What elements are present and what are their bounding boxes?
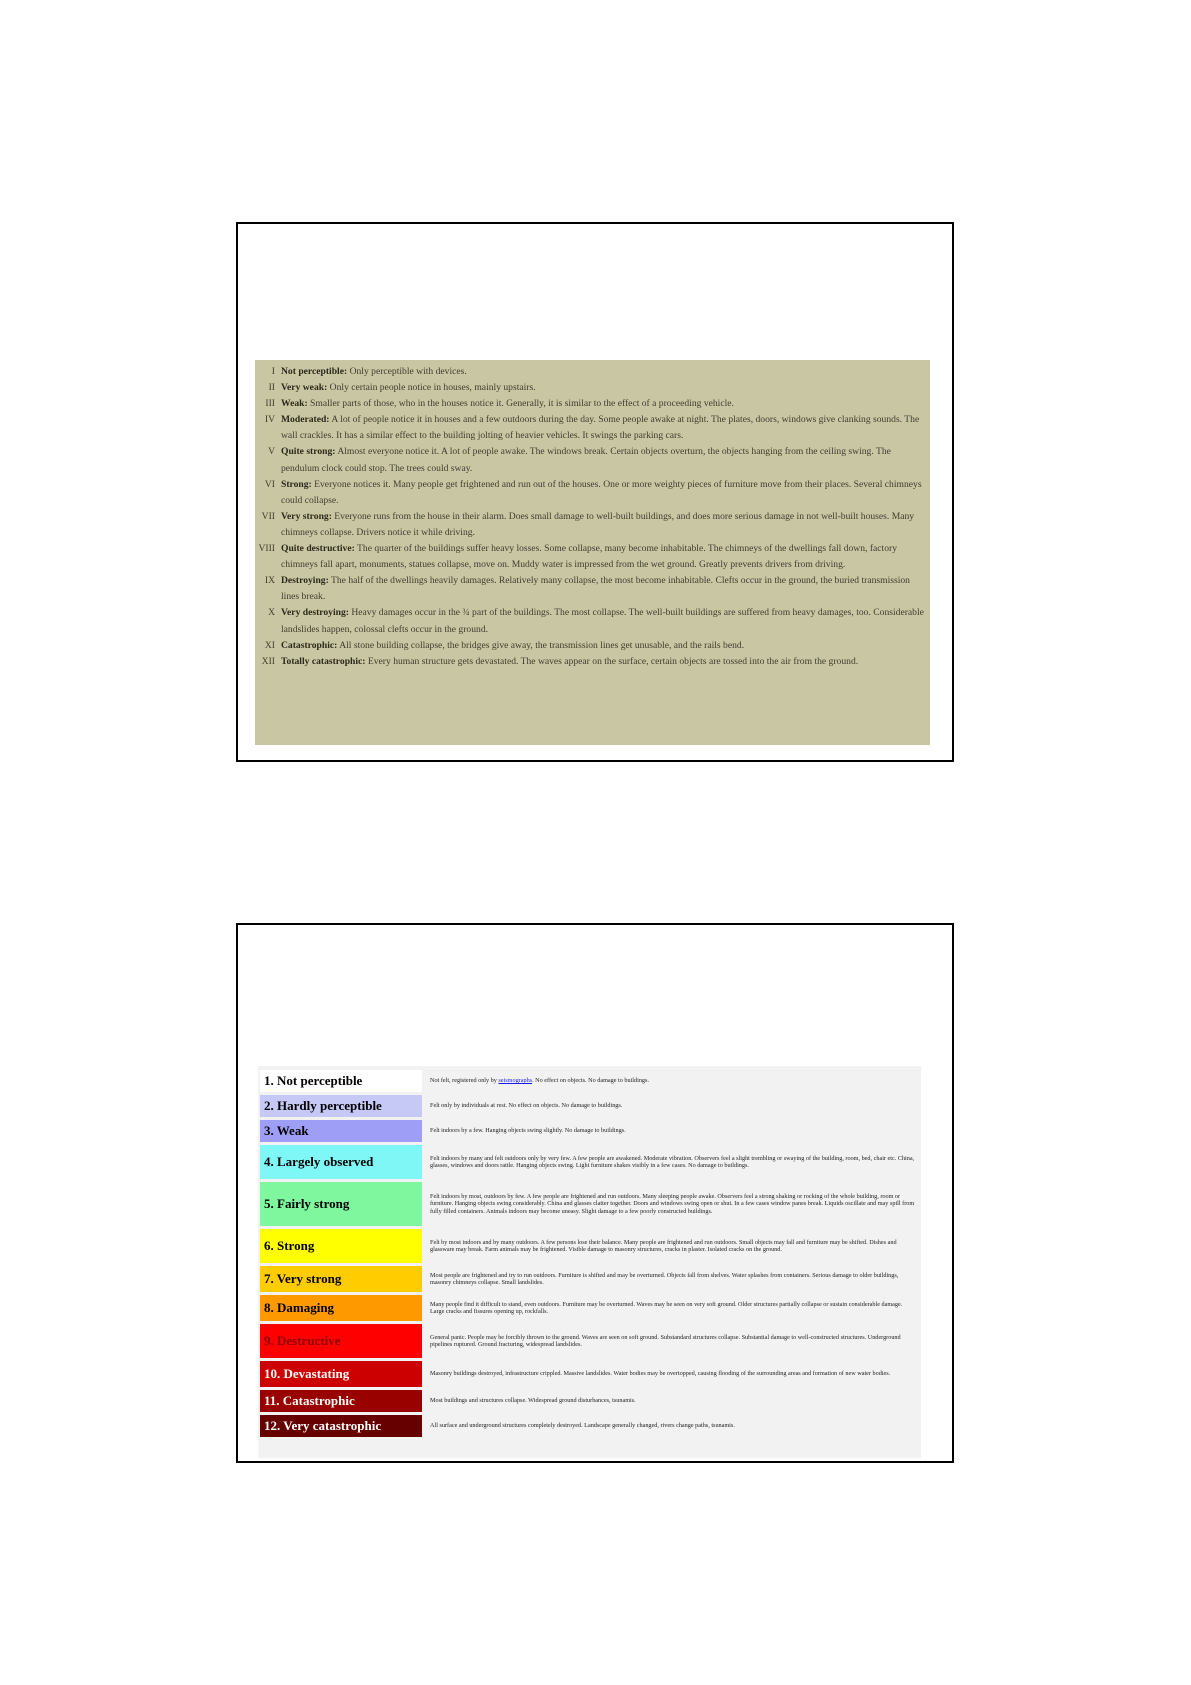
intensity-description: Most people are frightened and try to run outdoors. Furniture is shifted and may be overturned. Objects fall from shelves. Water splashes from containers. Serious damage to older buildings, masonry chimneys collapse. Small landslides. <box>430 1271 899 1286</box>
intensity-label: 1. Not perceptible <box>260 1070 422 1092</box>
intensity-description: General panic. People may be forcibly thrown to the ground. Waves are seen on soft ground. Substandard structures collapse. Substantial damage to well-constructed structures. Underground pipelines ruptured. Ground fracturing, widespread landslides. <box>430 1333 901 1348</box>
intensity-row <box>258 1095 921 1117</box>
level-numeral: XII <box>261 655 275 667</box>
level-description: Smaller parts of those, who in the houses notice it. Generally, it is similar to the effect of a proceeding vehicle. <box>307 398 734 410</box>
color-intensity-table <box>258 1066 921 1458</box>
level-name: Strong: <box>281 478 312 490</box>
level-name: Destroying: <box>281 575 329 587</box>
intensity-label: 11. Catastrophic <box>260 1390 422 1412</box>
level-numeral: VI <box>264 478 275 490</box>
intensity-label: 3. Weak <box>260 1120 422 1142</box>
scale-level-row <box>257 444 926 476</box>
intensity-row <box>258 1295 921 1321</box>
level-numeral: II <box>268 382 275 394</box>
scale-level-row <box>257 654 926 670</box>
intensity-row <box>258 1070 921 1092</box>
scale-level-row <box>257 364 926 380</box>
level-name: Weak: <box>281 398 308 410</box>
intensity-label: 12. Very catastrophic <box>260 1415 422 1437</box>
scale-level-row <box>257 412 926 444</box>
intensity-row <box>258 1415 921 1437</box>
level-name: Very weak: <box>281 382 328 394</box>
level-numeral: XI <box>264 639 275 651</box>
scale-level-row <box>257 605 926 637</box>
intensity-description: Felt indoors by most, outdoors by few. A few people are frightened and run outdoors. Many sleeping people awake. Observers feel a strong shaking or rocking of the whole building, room or furniture. Hanging objects swing considerably. China and glasses clatter together. Doors and windows swing open or shut. In a few cases window panes break. Liquids oscillate and may spill from fully filled containers. Animals indoors may become uneasy. Slight damage to a few poorly constructed buildings. <box>430 1192 915 1215</box>
level-numeral: III <box>265 398 275 410</box>
level-description: Heavy damages occur in the ¾ part of the buildings. The most collapse. The well-built buildings are suffered from heavy damages, too. Considerable landslides happen, colossal clefts occur in the ground. <box>281 607 924 635</box>
intensity-label: 8. Damaging <box>260 1295 422 1321</box>
level-numeral: X <box>268 607 275 619</box>
level-description: Everyone runs from the house in their alarm. Does small damage to well-built buildings, and does more serious damage in not well-built houses. Many chimneys collapse. Drivers notice it while driving. <box>281 510 915 538</box>
intensity-label: 7. Very strong <box>260 1266 422 1292</box>
intensity-label: 9. Destructive <box>260 1324 422 1358</box>
level-numeral: IV <box>264 414 275 426</box>
intensity-row <box>258 1324 921 1358</box>
level-description: A lot of people notice it in houses and a few outdoors during the day. Some people awake at night. The plates, doors, windows give clanking sounds. The wall crackles. It has a similar effect to the building jolting of heavier vehicles. It swings the parking cars. <box>281 414 920 442</box>
intensity-row <box>258 1361 921 1387</box>
intensity-label: 10. Devastating <box>260 1361 422 1387</box>
level-numeral: VII <box>261 510 275 522</box>
level-description: All stone building collapse, the bridges give away, the transmission lines get unusable, and the rails bend. <box>337 639 745 651</box>
intensity-description: Felt only by individuals at rest. No effect on objects. No damage to buildings. <box>430 1102 623 1110</box>
intensity-row <box>258 1390 921 1412</box>
scale-level-row <box>257 509 926 541</box>
roman-intensity-scale <box>255 360 930 745</box>
intensity-row <box>258 1266 921 1292</box>
intensity-label: 2. Hardly perceptible <box>260 1095 422 1117</box>
level-numeral: V <box>268 446 275 458</box>
level-numeral: I <box>271 366 275 377</box>
scale-level-row <box>257 573 926 605</box>
intensity-description: Masonry buildings destroyed, infrastructure crippled. Massive landslides. Water bodies may be overtopped, causing flooding of the surrounding areas and formation of new water bodies. <box>430 1370 891 1378</box>
level-description: The half of the dwellings heavily damages. Relatively many collapse, the most become inhabitable. Clefts occur in the ground, the buried transmission lines break. <box>281 575 910 603</box>
intensity-row <box>258 1145 921 1179</box>
level-description: Almost everyone notice it. A lot of people awake. The windows break. Certain objects overturn, the objects hanging from the ceiling swing. The pendulum clock could stop. The trees could sway. <box>281 446 891 474</box>
level-name: Totally catastrophic: <box>281 655 366 667</box>
level-name: Very destroying: <box>281 607 349 619</box>
intensity-description: Felt indoors by a few. Hanging objects swing slightly. No damage to buildings. <box>430 1127 626 1135</box>
level-name: Catastrophic: <box>281 639 338 651</box>
level-description: Only certain people notice in houses, mainly upstairs. <box>327 382 536 394</box>
seismographs-link[interactable]: seismographs <box>498 1077 533 1085</box>
level-numeral: IX <box>264 575 275 587</box>
intensity-description: Felt by most indoors and by many outdoors. A few persons lose their balance. Many people are frightened and run outdoors. Small objects may fall and furniture may be shifted. Dishes and glassware may break. Farm animals may be frightened. Visible damage to masonry structures, cracks in plaster. Isolated cracks on the ground. <box>430 1238 897 1253</box>
intensity-description: Many people find it difficult to stand, even outdoors. Furniture may be overturned. Waves may be seen on very soft ground. Older structures partially collapse or sustain considerable damage. Large cracks and fissures opening up, rockfalls. <box>430 1300 903 1315</box>
intensity-description: All surface and underground structures completely destroyed. Landscape generally changed, rivers change paths, tsunamis. <box>430 1422 735 1430</box>
intensity-description: Not felt, registered only by seismographs. No effect on objects. No damage to buildings. <box>430 1077 649 1085</box>
slide-roman-scale <box>236 222 954 762</box>
scale-level-row <box>257 477 926 509</box>
intensity-description: Felt indoors by many and felt outdoors only by very few. A few people are awakened. Moderate vibration. Observers feel a slight trembling or swaying of the building, room, bed, chair etc. China, glasses, windows and doors rattle. Hanging objects swing. Light furniture shakes visibly in a few cases. No damage to buildings. <box>430 1154 915 1169</box>
scale-level-row <box>257 380 926 396</box>
scale-level-row <box>257 541 926 573</box>
intensity-label: 4. Largely observed <box>260 1145 422 1179</box>
level-numeral: VIII <box>258 543 275 555</box>
intensity-label: 6. Strong <box>260 1229 422 1263</box>
level-description: The quarter of the buildings suffer heavy losses. Some collapse, many become inhabitable. The chimneys of the dwellings fall down, factory chimneys fall apart, monuments, statues collapse, move on. Muddy water is impressed from the wet ground. Greatly prevents drivers from driving. <box>281 543 897 571</box>
level-name: Quite destructive: <box>281 543 355 555</box>
intensity-label: 5. Fairly strong <box>260 1182 422 1226</box>
level-description: Only perceptible with devices. <box>347 366 467 377</box>
slide-color-scale <box>236 923 954 1463</box>
level-description: Everyone notices it. Many people get frightened and run out of the houses. One or more weighty pieces of furniture move from their places. Several chimneys could collapse. <box>281 478 922 506</box>
level-name: Not perceptible: <box>281 366 348 377</box>
scale-level-row <box>257 396 926 412</box>
scale-level-row <box>257 638 926 654</box>
intensity-row <box>258 1120 921 1142</box>
level-description: Every human structure gets devastated. The waves appear on the surface, certain objects are tossed into the air from the ground. <box>365 655 859 667</box>
level-name: Moderated: <box>281 414 330 426</box>
level-name: Quite strong: <box>281 446 336 458</box>
intensity-description: Most buildings and structures collapse. Widespread ground disturbances, tsunamis. <box>430 1397 636 1405</box>
level-name: Very strong: <box>281 510 332 522</box>
intensity-row <box>258 1229 921 1263</box>
intensity-row <box>258 1182 921 1226</box>
